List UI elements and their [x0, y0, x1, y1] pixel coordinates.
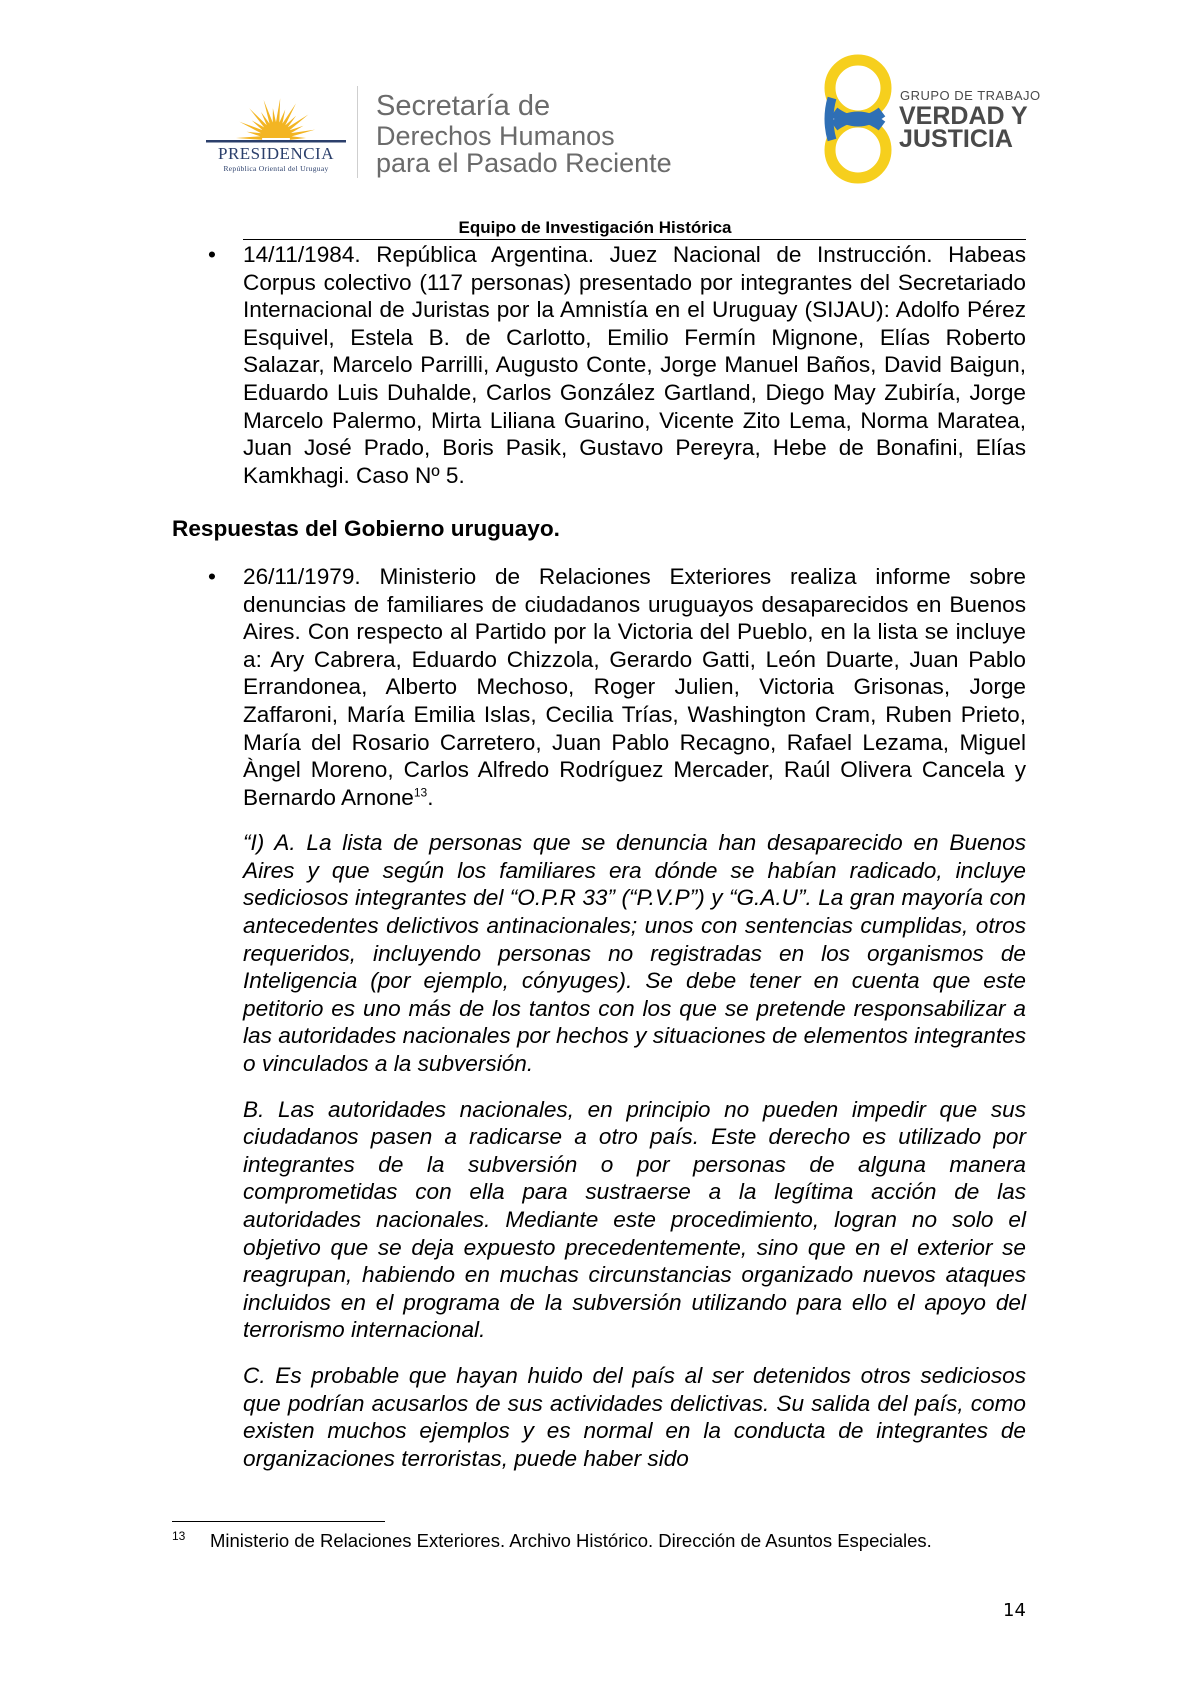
secretaria-line-3: para el Pasado Reciente: [376, 148, 672, 178]
document-body: [172, 241, 1026, 1472]
logo-divider: [357, 86, 358, 178]
bullet-2-end: .: [427, 784, 434, 810]
quote-paragraph-b: B. Las autoridades nacionales, en principio no pueden impedir que sus ciudadanos pasen a radicarse a otro país. Este derecho es utilizado por integrantes de la subversión o por personas de alguna manera comprometidas con ella para sustraerse a la legítima acción de las autoridades nacionales. Mediante este procedimiento, logran no solo el objetivo que se deja expuesto precedentemente, sino que en el exterior se reagrupan, habiendo en muchas circunstancias organizado nuevos ataques incluidos en el programa de la subversión utilizando para ello el apoyo del terrorismo internacional.: [243, 1096, 1026, 1343]
presidencia-name: PRESIDENCIA: [217, 144, 334, 163]
team-title: Equipo de Investigación Histórica: [458, 218, 732, 237]
bullet-icon: •: [208, 242, 216, 267]
bullet-item-1: [208, 241, 1026, 489]
footnote-rule: [172, 1521, 385, 1522]
bullet-2-paragraph: [243, 563, 1026, 811]
quote-paragraph-a: “I) A. La lista de personas que se denuncia han desaparecido en Buenos Aires y que según los familiares era dónde se habían radicado, incluye sediciosos integrantes del “O.P.R 33” (“P.V.P”) y “G.A.U”. La gran mayoría con antecedentes delictivos antinacionales; unos con sentencias cumplidas, otros requeridos, incluyendo personas no registradas en los organismos de Inteligencia (por ejemplo, cónyuges). Se debe tener en cuenta que este petitorio es uno más de los tantos con los que se pretende responsabilizar a las autoridades nacionales por hechos y situaciones de elementos integrantes o vinculados a la subversión.: [243, 830, 1026, 1077]
secretaria-line-2: Derechos Humanos: [376, 121, 615, 151]
footnote-ref[interactable]: 13: [413, 785, 428, 800]
verdad-justicia-rings-logo: [820, 52, 900, 186]
bullet-icon: •: [208, 563, 216, 589]
section-title: Respuestas del Gobierno uruguayo.: [172, 516, 560, 542]
footnote-text: Ministerio de Relaciones Exteriores. Archivo Histórico. Dirección de Asuntos Especiales.: [210, 1530, 932, 1551]
grupo-line-1: GRUPO DE TRABAJO: [900, 88, 1041, 103]
presidencia-subtitle: República Oriental del Uruguay: [223, 164, 329, 173]
page-number: 14: [1003, 1600, 1026, 1621]
page-header: [0, 0, 1190, 240]
bullet-2-text: 26/11/1979. Ministerio de Relaciones Exteriores realiza informe sobre denuncias de familiares de ciudadanos uruguayos desaparecidos en Buenos Aires. Con respecto al Partido por la Victoria del Pueblo, en la lista se incluye a: Ary Cabrera, Eduardo Chizzola, Gerardo Gatti, León Duarte, Juan Pablo Errandonea, Alberto Mechoso, Roger Julien, Victoria Grisonas, Jorge Zaffaroni, María Emilia Islas, Cecilia Trías, Washington Cram, Ruben Prieto, María del Rosario Carretero, Juan Pablo Recagno, Rafael Lezama, Miguel Àngel Moreno, Carlos Alfredo Rodríguez Mercader, Raúl Olivera Cancela y Bernardo Arnone: [243, 563, 1026, 810]
header-rule: [243, 239, 1026, 240]
grupo-line-3: JUSTICIA: [899, 125, 1013, 153]
quote-paragraph-c: C. Es probable que hayan huido del país al ser detenidos otros sediciosos que podrían acusarlos de sus actividades delictivas. Su salida del país, como existen muchos ejemplos y es normal en la conducta de integrantes de organizaciones terroristas, puede haber sido: [243, 1362, 1026, 1471]
bullet-1-text: 14/11/1984. República Argentina. Juez Nacional de Instrucción. Habeas Corpus colectivo (117 personas) presentado por integrantes del Secretariado Internacional de Juristas por la Amnistía en el Uruguay (SIJAU): Adolfo Pérez Esquivel, Estela B. de Carlotto, Emilio Fermín Mignone, Elías Roberto Salazar, Marcelo Parrilli, Augusto Conte, Jorge Manuel Baños, David Baigun, Eduardo Luis Duhalde, Carlos González Gartland, Diego May Zubiría, Jorge Marcelo Palermo, Mirta Liliana Guarino, Vicente Zito Lema, Norma Maratea, Juan José Prado, Boris Pasik, Gustavo Pereyra, Hebe de Bonafini, Elías Kamkhagi. Caso Nº 5.: [243, 242, 1026, 488]
footnote-number: 13: [172, 1529, 186, 1543]
grupo-line-2: VERDAD Y: [899, 102, 1028, 130]
bullet-item-2: [208, 563, 1026, 811]
secretaria-line-1: Secretaría de: [376, 90, 551, 122]
